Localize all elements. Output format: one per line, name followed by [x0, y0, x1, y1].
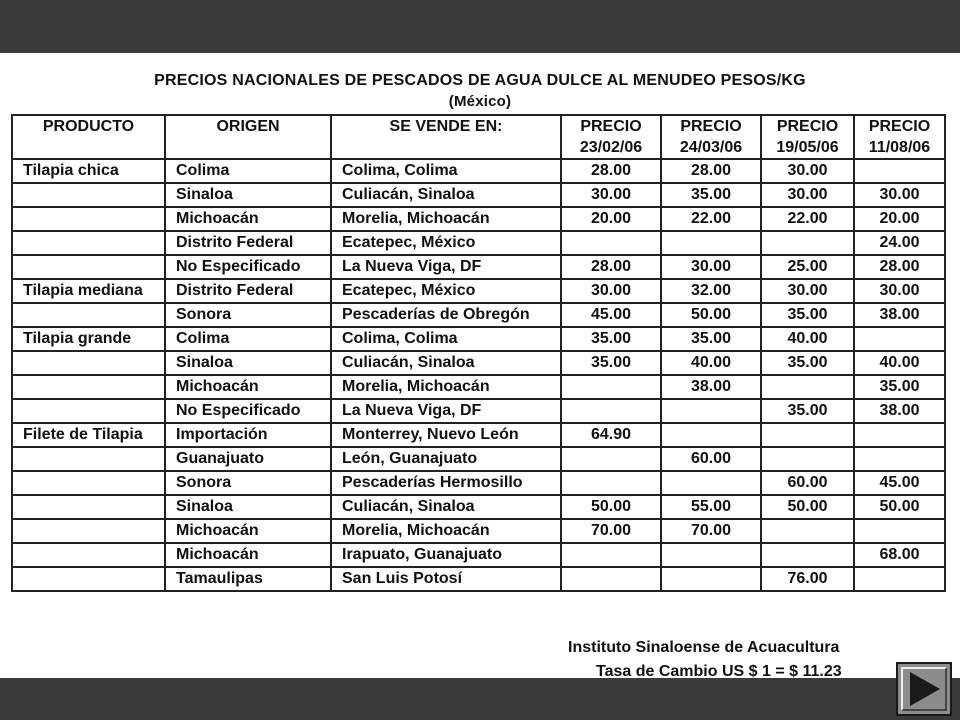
cell-precio-2: 55.00 — [661, 495, 761, 519]
cell-origen: Guanajuato — [165, 447, 331, 471]
cell-precio-4 — [854, 327, 945, 351]
cell-precio-2 — [661, 423, 761, 447]
cell-precio-2: 60.00 — [661, 447, 761, 471]
table-row — [12, 183, 945, 207]
cell-precio-1: 35.00 — [561, 351, 661, 375]
cell-producto — [12, 183, 165, 207]
exchange-rate: Tasa de Cambio US $ 1 = $ 11.23 — [596, 663, 842, 678]
cell-origen: Sinaloa — [165, 183, 331, 207]
cell-se-vende: Pescaderías Hermosillo — [331, 471, 561, 495]
cell-precio-1 — [561, 471, 661, 495]
cell-se-vende: Monterrey, Nuevo León — [331, 423, 561, 447]
header-precio-4: PRECIO 11/08/06 — [854, 115, 945, 159]
cell-producto — [12, 543, 165, 567]
cell-precio-3: 35.00 — [761, 399, 854, 423]
cell-precio-4: 30.00 — [854, 279, 945, 303]
cell-precio-2 — [661, 471, 761, 495]
cell-producto: Filete de Tilapia — [12, 423, 165, 447]
cell-se-vende: San Luis Potosí — [331, 567, 561, 591]
cell-precio-4: 40.00 — [854, 351, 945, 375]
table-row — [12, 447, 945, 471]
cell-precio-1: 70.00 — [561, 519, 661, 543]
cell-precio-1 — [561, 231, 661, 255]
table-row — [12, 327, 945, 351]
cell-producto: Tilapia chica — [12, 159, 165, 183]
cell-precio-4: 38.00 — [854, 303, 945, 327]
cell-precio-2: 40.00 — [661, 351, 761, 375]
cell-se-vende: Morelia, Michoacán — [331, 519, 561, 543]
cell-precio-3 — [761, 447, 854, 471]
cell-se-vende: Ecatepec, México — [331, 279, 561, 303]
cell-producto — [12, 399, 165, 423]
cell-precio-4: 38.00 — [854, 399, 945, 423]
top-bar — [0, 0, 960, 53]
table-row — [12, 207, 945, 231]
cell-precio-2: 70.00 — [661, 519, 761, 543]
cell-precio-4: 28.00 — [854, 255, 945, 279]
cell-precio-1 — [561, 447, 661, 471]
cell-se-vende: Culiacán, Sinaloa — [331, 183, 561, 207]
cell-precio-4: 50.00 — [854, 495, 945, 519]
cell-origen: Colima — [165, 327, 331, 351]
cell-precio-4: 30.00 — [854, 183, 945, 207]
bottom-bar — [0, 678, 960, 720]
cell-precio-1 — [561, 567, 661, 591]
cell-precio-2 — [661, 399, 761, 423]
table-row — [12, 351, 945, 375]
cell-origen: No Especificado — [165, 255, 331, 279]
cell-precio-2 — [661, 567, 761, 591]
play-triangle-icon — [898, 664, 950, 714]
cell-precio-4 — [854, 447, 945, 471]
cell-precio-1: 28.00 — [561, 159, 661, 183]
table-row — [12, 375, 945, 399]
cell-origen: Distrito Federal — [165, 279, 331, 303]
header-producto: PRODUCTO — [12, 115, 165, 159]
document-title: PRECIOS NACIONALES DE PESCADOS DE AGUA DULCE AL MENUDEO PESOS/KG — [154, 72, 806, 89]
header-precio-1: PRECIO 23/02/06 — [561, 115, 661, 159]
cell-producto — [12, 207, 165, 231]
cell-origen: Sonora — [165, 303, 331, 327]
cell-precio-2: 22.00 — [661, 207, 761, 231]
cell-precio-2: 35.00 — [661, 183, 761, 207]
table-row — [12, 255, 945, 279]
table-row — [12, 279, 945, 303]
cell-origen: No Especificado — [165, 399, 331, 423]
cell-se-vende: Colima, Colima — [331, 327, 561, 351]
cell-producto — [12, 375, 165, 399]
table-row — [12, 519, 945, 543]
header-precio-3: PRECIO 19/05/06 — [761, 115, 854, 159]
cell-precio-3: 40.00 — [761, 327, 854, 351]
cell-precio-1: 28.00 — [561, 255, 661, 279]
cell-se-vende: Pescaderías de Obregón — [331, 303, 561, 327]
cell-se-vende: Morelia, Michoacán — [331, 207, 561, 231]
cell-precio-1: 50.00 — [561, 495, 661, 519]
cell-origen: Michoacán — [165, 543, 331, 567]
cell-precio-2: 38.00 — [661, 375, 761, 399]
header-precio-2: PRECIO 24/03/06 — [661, 115, 761, 159]
cell-origen: Michoacán — [165, 207, 331, 231]
cell-producto: Tilapia mediana — [12, 279, 165, 303]
cell-precio-1: 30.00 — [561, 279, 661, 303]
cell-precio-4: 24.00 — [854, 231, 945, 255]
cell-precio-3: 76.00 — [761, 567, 854, 591]
cell-origen: Sonora — [165, 471, 331, 495]
cell-precio-2 — [661, 543, 761, 567]
cell-origen: Colima — [165, 159, 331, 183]
cell-precio-3 — [761, 519, 854, 543]
cell-producto — [12, 303, 165, 327]
cell-precio-3: 30.00 — [761, 183, 854, 207]
cell-precio-4 — [854, 567, 945, 591]
cell-precio-4: 35.00 — [854, 375, 945, 399]
cell-precio-4: 45.00 — [854, 471, 945, 495]
cell-precio-3: 22.00 — [761, 207, 854, 231]
table-row — [12, 399, 945, 423]
cell-origen: Michoacán — [165, 375, 331, 399]
cell-se-vende: Ecatepec, México — [331, 231, 561, 255]
cell-se-vende: León, Guanajuato — [331, 447, 561, 471]
cell-producto — [12, 231, 165, 255]
cell-precio-1 — [561, 375, 661, 399]
cell-se-vende: Irapuato, Guanajuato — [331, 543, 561, 567]
cell-producto — [12, 519, 165, 543]
cell-precio-3: 25.00 — [761, 255, 854, 279]
cell-producto — [12, 567, 165, 591]
cell-precio-3: 35.00 — [761, 303, 854, 327]
cell-se-vende: Culiacán, Sinaloa — [331, 495, 561, 519]
cell-producto — [12, 471, 165, 495]
cell-producto: Tilapia grande — [12, 327, 165, 351]
cell-precio-1: 64.90 — [561, 423, 661, 447]
cell-precio-4 — [854, 519, 945, 543]
cell-precio-2: 32.00 — [661, 279, 761, 303]
cell-precio-2: 30.00 — [661, 255, 761, 279]
table-row — [12, 423, 945, 447]
cell-precio-1 — [561, 543, 661, 567]
cell-precio-4: 20.00 — [854, 207, 945, 231]
cell-origen: Tamaulipas — [165, 567, 331, 591]
cell-precio-4 — [854, 423, 945, 447]
header-origen: ORIGEN — [165, 115, 331, 159]
cell-precio-1: 35.00 — [561, 327, 661, 351]
cell-precio-3: 30.00 — [761, 279, 854, 303]
price-table — [11, 114, 946, 592]
table-row — [12, 231, 945, 255]
next-slide-button[interactable] — [896, 662, 952, 716]
cell-se-vende: Morelia, Michoacán — [331, 375, 561, 399]
table-row — [12, 495, 945, 519]
cell-precio-1 — [561, 399, 661, 423]
table-row — [12, 471, 945, 495]
cell-precio-4 — [854, 159, 945, 183]
cell-precio-2: 35.00 — [661, 327, 761, 351]
cell-precio-2 — [661, 231, 761, 255]
cell-precio-3 — [761, 231, 854, 255]
table-header-row — [12, 115, 945, 159]
cell-precio-3 — [761, 543, 854, 567]
cell-origen: Sinaloa — [165, 351, 331, 375]
cell-origen: Michoacán — [165, 519, 331, 543]
table-row — [12, 303, 945, 327]
cell-precio-4: 68.00 — [854, 543, 945, 567]
cell-precio-3: 30.00 — [761, 159, 854, 183]
table-row — [12, 543, 945, 567]
source-credit: Instituto Sinaloense de Acuacultura — [568, 639, 840, 656]
document-subtitle: (México) — [448, 93, 512, 110]
cell-producto — [12, 255, 165, 279]
cell-producto — [12, 495, 165, 519]
cell-precio-1: 20.00 — [561, 207, 661, 231]
cell-precio-2: 28.00 — [661, 159, 761, 183]
cell-se-vende: La Nueva Viga, DF — [331, 399, 561, 423]
cell-precio-3: 35.00 — [761, 351, 854, 375]
cell-precio-3: 50.00 — [761, 495, 854, 519]
cell-producto — [12, 447, 165, 471]
cell-origen: Importación — [165, 423, 331, 447]
cell-precio-3 — [761, 423, 854, 447]
cell-precio-1: 45.00 — [561, 303, 661, 327]
cell-producto — [12, 351, 165, 375]
cell-precio-1: 30.00 — [561, 183, 661, 207]
table-row — [12, 159, 945, 183]
cell-precio-3 — [761, 375, 854, 399]
header-se-vende: SE VENDE EN: — [331, 115, 561, 159]
cell-origen: Sinaloa — [165, 495, 331, 519]
cell-precio-2: 50.00 — [661, 303, 761, 327]
table-row — [12, 567, 945, 591]
cell-precio-3: 60.00 — [761, 471, 854, 495]
cell-se-vende: Colima, Colima — [331, 159, 561, 183]
cell-se-vende: Culiacán, Sinaloa — [331, 351, 561, 375]
cell-se-vende: La Nueva Viga, DF — [331, 255, 561, 279]
cell-origen: Distrito Federal — [165, 231, 331, 255]
slide-content — [0, 53, 960, 678]
